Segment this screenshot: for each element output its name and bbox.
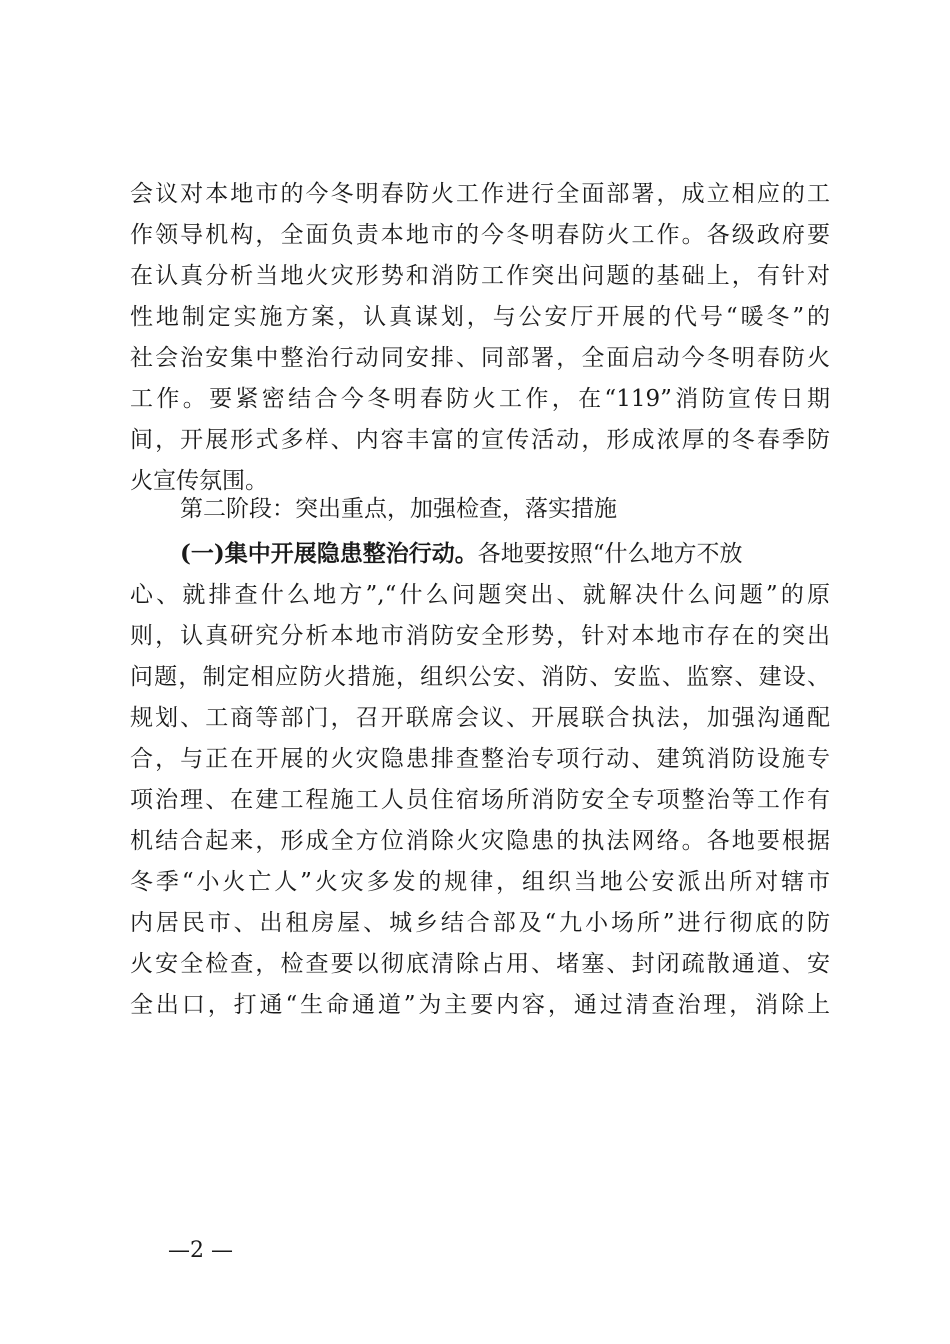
text-line: 全出口，打通“生命通道”为主要内容，通过清查治理，消除上 — [130, 992, 830, 1018]
page-number: —2 — — [168, 1238, 233, 1263]
text-line: 项治理、在建工程施工人员住宿场所消防安全专项整治等工作有 — [130, 787, 830, 813]
text-line: 火宣传氛围。 — [130, 468, 268, 494]
text-line: 规划、工商等部门，召开联席会议、开展联合执法，加强沟通配 — [130, 705, 830, 731]
text-line: 作领导机构，全面负责本地市的今冬明春防火工作。各级政府要 — [130, 222, 830, 248]
stage-heading: 第二阶段：突出重点，加强检查，落实措施 — [180, 496, 617, 522]
text-line: 火安全检查，检查要以彻底清除占用、堵塞、封闭疏散通道、安 — [130, 951, 830, 977]
section-title: (一)集中开展隐患整治行动。 — [180, 540, 478, 567]
text-line: 工作。要紧密结合今冬明春防火工作，在“119”消防宣传日期 — [130, 386, 830, 412]
text-line: 心、就排查什么地方”,“什么问题突出、就解决什么问题”的原 — [130, 582, 830, 608]
text-line: 会议对本地市的今冬明春防火工作进行全面部署，成立相应的工 — [130, 181, 830, 207]
text-line: 间，开展形式多样、内容丰富的宣传活动，形成浓厚的冬春季防 — [130, 427, 830, 453]
text-line: 则，认真研究分析本地市消防安全形势，针对本地市存在的突出 — [130, 623, 830, 649]
text-line: 合，与正在开展的火灾隐患排查整治专项行动、建筑消防设施专 — [130, 746, 830, 772]
section-first-line — [180, 534, 830, 574]
text-line: 机结合起来，形成全方位消除火灾隐患的执法网络。各地要根据 — [130, 828, 830, 854]
text-line: 内居民市、出租房屋、城乡结合部及“九小场所”进行彻底的防 — [130, 910, 830, 936]
text-line: 性地制定实施方案，认真谋划，与公安厅开展的代号“暖冬”的 — [130, 304, 830, 330]
text-line: 问题，制定相应防火措施，组织公安、消防、安监、监察、建设、 — [130, 664, 830, 690]
text-line: 冬季“小火亡人”火灾多发的规律，组织当地公安派出所对辖市 — [130, 869, 830, 895]
section-first-line-text: 各地要按照“什么地方不放 — [477, 541, 743, 567]
text-line: 社会治安集中整治行动同安排、同部署，全面启动今冬明春防火 — [130, 345, 830, 371]
text-line: 在认真分析当地火灾形势和消防工作突出问题的基础上，有针对 — [130, 263, 830, 289]
